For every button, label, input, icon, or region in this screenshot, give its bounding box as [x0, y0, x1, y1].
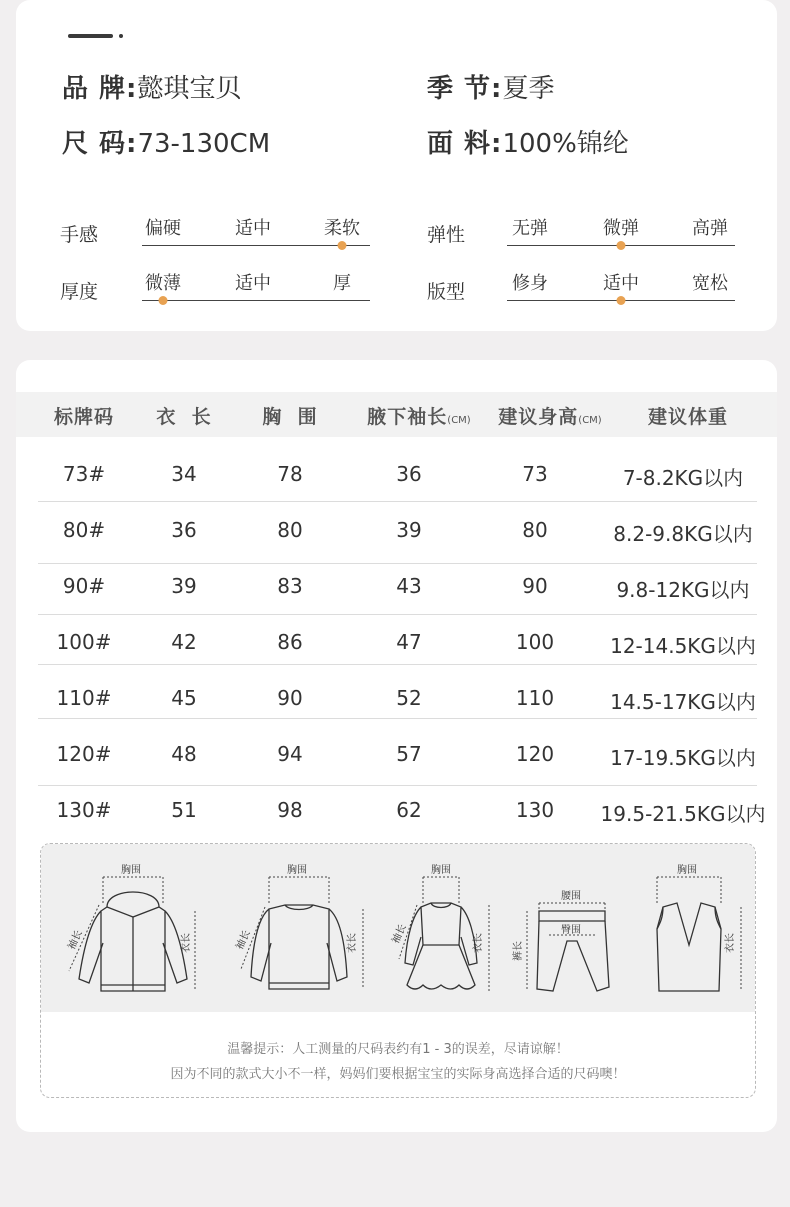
- header-weight: 建议体重: [647, 406, 729, 428]
- table-cell-chest: 90: [277, 686, 303, 710]
- scale-marker: [159, 296, 168, 305]
- pants-illustration: [509, 859, 629, 999]
- waist-label: 腰围: [561, 891, 581, 902]
- length-label: 衣长: [347, 933, 358, 953]
- table-cell-height: 110: [515, 686, 555, 710]
- row-divider: [38, 614, 757, 615]
- header-height-text: 建议身高: [498, 406, 579, 428]
- scale-bar: [142, 245, 370, 247]
- table-cell-weight: 14.5-17KG以内: [610, 690, 756, 714]
- decorative-dot: [119, 34, 123, 38]
- fabric-label: 面 料:: [427, 129, 503, 159]
- scale-marker: [617, 296, 626, 305]
- length-label: 衣长: [181, 933, 192, 953]
- decorative-line: [68, 34, 113, 38]
- unit-label: (CM): [447, 415, 471, 426]
- table-cell-weight: 19.5-21.5KG以内: [600, 802, 766, 826]
- scale-elasticity: [507, 218, 735, 246]
- attr-label-thickness: 厚度: [60, 281, 99, 303]
- table-cell-sleeve: 39: [396, 518, 422, 542]
- scale-marker: [617, 241, 626, 250]
- scale-option: 适中: [603, 273, 639, 294]
- scale-option: 高弹: [692, 218, 728, 239]
- table-cell-chest: 98: [277, 798, 303, 822]
- measurement-diagram: [40, 843, 756, 1098]
- row-divider: [38, 718, 757, 719]
- scale-bar: [142, 300, 370, 302]
- table-cell-height: 73: [522, 462, 548, 486]
- header-chest: [262, 402, 317, 429]
- scale-option: 宽松: [692, 273, 728, 294]
- table-cell-weight: 12-14.5KG以内: [610, 634, 756, 658]
- unit-label: (CM): [578, 415, 602, 426]
- table-cell-sleeve: 43: [396, 574, 422, 598]
- table-cell-length: 42: [171, 630, 197, 654]
- table-cell-length: 51: [171, 798, 197, 822]
- vest-illustration: [629, 859, 755, 999]
- header-chest-text: 胸 围: [262, 406, 318, 428]
- length-label: 衣长: [725, 933, 736, 953]
- row-divider: [38, 664, 757, 665]
- sleeve-label: 袖长: [66, 928, 85, 952]
- table-cell-sleeve: 57: [396, 742, 422, 766]
- scale-option: 柔软: [324, 218, 360, 239]
- table-cell-length: 48: [171, 742, 197, 766]
- table-cell-tag-size: 120#: [56, 742, 112, 766]
- table-cell-tag-size: 110#: [56, 686, 112, 710]
- table-cell-tag-size: 100#: [56, 630, 112, 654]
- table-cell-weight: 8.2-9.8KG以内: [613, 522, 753, 546]
- garment-illustrations: [41, 844, 755, 1012]
- size-value: 73-130CM: [137, 129, 271, 159]
- table-cell-length: 39: [171, 574, 197, 598]
- brand-label: 品 牌:: [62, 74, 138, 104]
- table-cell-height: 130: [515, 798, 555, 822]
- header-length: [156, 402, 211, 429]
- table-cell-length: 45: [171, 686, 197, 710]
- chest-label: 胸围: [677, 865, 697, 876]
- sweatshirt-illustration: [229, 859, 369, 999]
- tip-note-2: 因为不同的款式大小不一样，妈妈们要根据宝宝的实际身高选择合适的尺码噢！: [170, 1067, 626, 1082]
- table-cell-height: 80: [522, 518, 548, 542]
- table-cell-chest: 86: [277, 630, 303, 654]
- scale-option: 无弹: [512, 218, 548, 239]
- pants-length-label: 裤长: [513, 941, 524, 961]
- scale-option: 厚: [333, 273, 351, 294]
- length-label: 衣长: [473, 933, 484, 953]
- table-cell-sleeve: 52: [396, 686, 422, 710]
- table-cell-sleeve: 47: [396, 630, 422, 654]
- fabric-info: [427, 123, 629, 160]
- scale-option: 适中: [235, 218, 271, 239]
- table-cell-tag-size: 90#: [62, 574, 106, 598]
- table-cell-sleeve: 36: [396, 462, 422, 486]
- scale-option: 偏硬: [145, 218, 181, 239]
- header-tag-size: 标牌码: [53, 406, 115, 428]
- row-divider: [38, 563, 757, 564]
- table-cell-chest: 94: [277, 742, 303, 766]
- dress-illustration: [371, 859, 511, 999]
- table-cell-height: 90: [522, 574, 548, 598]
- size-info: [62, 123, 270, 160]
- brand-info: [62, 68, 241, 105]
- row-divider: [38, 501, 757, 502]
- scale-option: 微弹: [603, 218, 639, 239]
- table-cell-height: 120: [515, 742, 555, 766]
- attr-label-fit: 版型: [427, 281, 466, 303]
- scale-fit: [507, 273, 735, 301]
- attr-label-elasticity: 弹性: [427, 224, 466, 246]
- chest-label: 胸围: [287, 865, 307, 876]
- header-sleeve: [367, 402, 470, 429]
- table-cell-weight: 17-19.5KG以内: [610, 746, 756, 770]
- header-sleeve-text: 腋下袖长: [367, 406, 448, 428]
- table-cell-length: 36: [171, 518, 197, 542]
- sleeve-label: 袖长: [234, 928, 253, 952]
- hip-label: 臀围: [561, 925, 581, 936]
- tip-note-1: 温馨提示：人工测量的尺码表约有1 - 3的误差，尽请谅解！: [227, 1042, 569, 1057]
- table-cell-tag-size: 130#: [56, 798, 112, 822]
- table-cell-tag-size: 80#: [62, 518, 106, 542]
- header-height: [498, 402, 601, 429]
- scale-option: 适中: [235, 273, 271, 294]
- chest-label: 胸围: [121, 865, 141, 876]
- season-info: [427, 68, 554, 105]
- scale-thickness: [142, 273, 370, 301]
- table-cell-weight: 9.8-12KG以内: [616, 578, 750, 602]
- hoodie-illustration: [63, 859, 203, 999]
- table-cell-tag-size: 73#: [62, 462, 106, 486]
- size-label: 尺 码:: [62, 129, 138, 159]
- brand-value: 懿琪宝贝: [137, 74, 242, 104]
- table-cell-sleeve: 62: [396, 798, 422, 822]
- chest-label: 胸围: [431, 865, 451, 876]
- table-cell-chest: 78: [277, 462, 303, 486]
- scale-option: 修身: [512, 273, 548, 294]
- scale-option: 微薄: [145, 273, 181, 294]
- sleeve-label: 袖长: [390, 922, 409, 946]
- table-cell-height: 100: [515, 630, 555, 654]
- fabric-value: 100%锦纶: [502, 129, 629, 159]
- scale-feel: [142, 218, 370, 246]
- season-label: 季 节:: [427, 74, 503, 104]
- season-value: 夏季: [502, 74, 555, 104]
- table-cell-chest: 83: [277, 574, 303, 598]
- table-cell-length: 34: [171, 462, 197, 486]
- attr-label-feel: 手感: [60, 224, 99, 246]
- row-divider: [38, 785, 757, 786]
- table-cell-chest: 80: [277, 518, 303, 542]
- scale-marker: [338, 241, 347, 250]
- table-cell-weight: 7-8.2KG以内: [622, 466, 744, 490]
- header-length-text: 衣 长: [156, 406, 212, 428]
